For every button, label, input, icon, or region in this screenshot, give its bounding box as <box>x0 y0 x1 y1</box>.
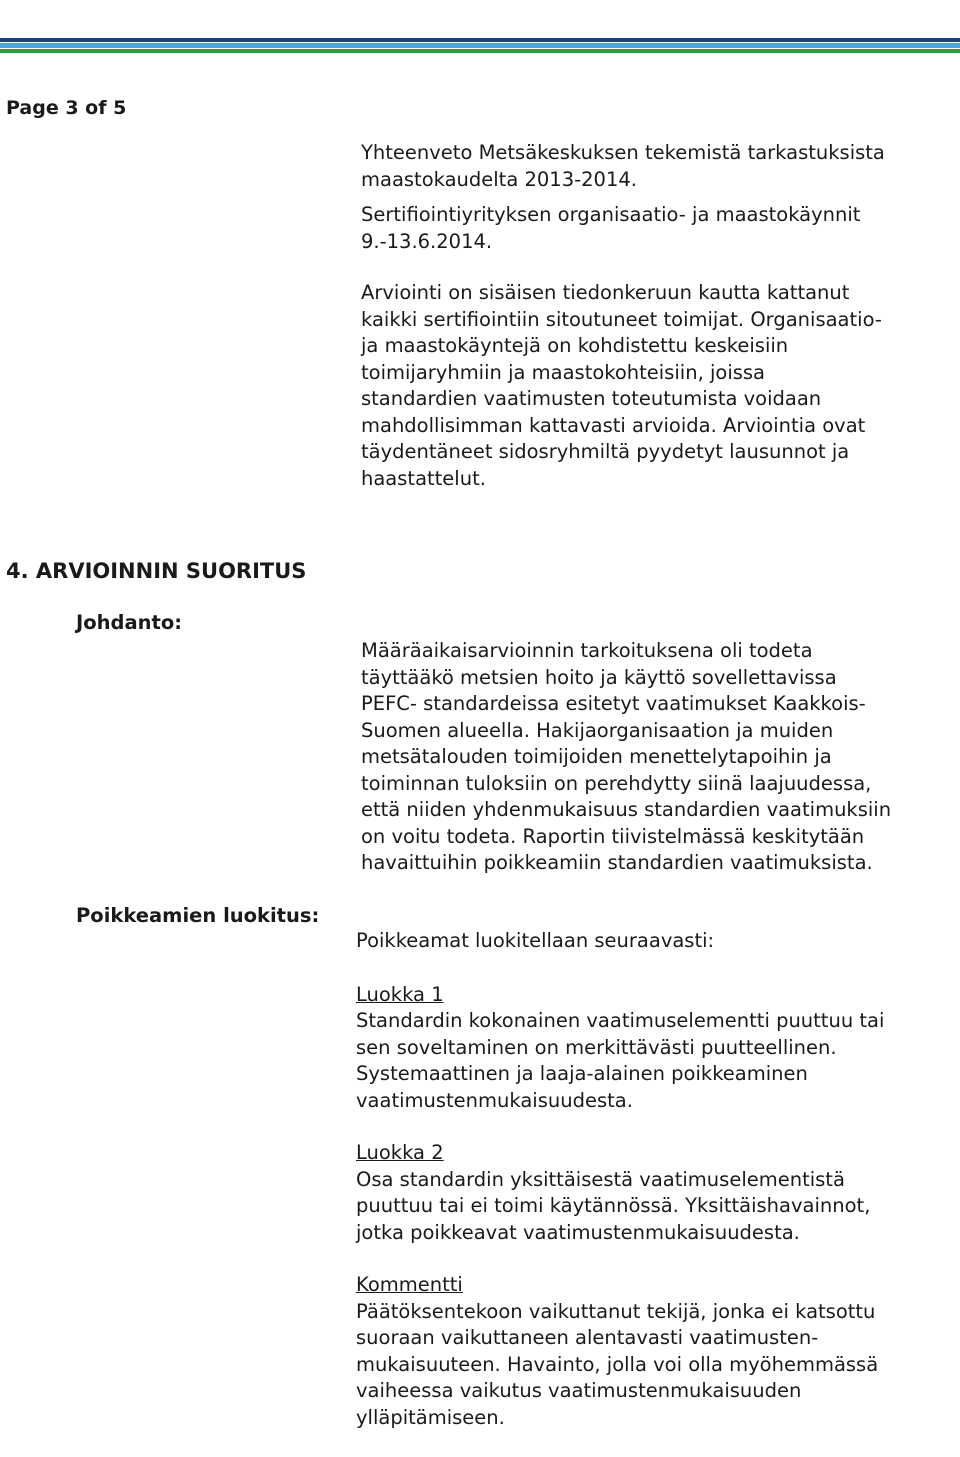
text-line: maastokaudelta 2013-2014. <box>361 167 637 191</box>
classification-label: Poikkeamien luokitus: <box>76 904 320 927</box>
text-line: täyttääkö metsien hoito ja käyttö sovellettavissa <box>361 665 837 689</box>
text-line: ja maastokäyntejä on kohdistettu keskeisiin <box>361 334 789 357</box>
section-heading: 4. ARVIOINNIN SUORITUS <box>6 559 307 583</box>
text-line: mahdollisimman kattavasti arvioida. Arviointia ovat <box>361 413 866 437</box>
text-line: Arviointi on sisäisen tiedonkeruun kautta kattanut <box>361 281 850 304</box>
classification-intro: Poikkeamat luokitellaan seuraavasti: <box>356 929 715 952</box>
text-line: on voitu todeta. Raportin tiivistelmässä keskitytään <box>361 824 865 848</box>
text-line: Systemaattinen ja laaja-alainen poikkeaminen <box>356 1062 808 1085</box>
text-line: puuttuu tai ei toimi käytännössä. Yksittäishavainnot, <box>356 1194 871 1217</box>
classification-block <box>356 928 884 1457</box>
text-line: Sertifiointiyrityksen organisaatio- ja maastokäynnit <box>361 203 861 226</box>
text-line: toimijaryhmiin ja maastokohteisiin, joissa <box>361 360 766 384</box>
text-line: Määräaikaisarvioinnin tarkoituksena oli todeta <box>361 639 813 662</box>
summary-paragraph-3 <box>361 280 885 492</box>
text-line: haastattelut. <box>361 466 486 490</box>
text-line: havaittuihin poikkeamiin standardien vaatimuksista. <box>361 851 873 874</box>
text-line: Osa standardin yksittäisestä vaatimuselementistä <box>356 1167 845 1191</box>
text-line: vaatimustenmukaisuudesta. <box>356 1088 633 1112</box>
text-line: 9.-13.6.2014. <box>361 229 493 253</box>
class-item-comment <box>356 1272 884 1431</box>
text-line: suoraan vaikuttaneen alentavasti vaatimusten- <box>356 1326 819 1349</box>
summary-paragraph-2 <box>361 202 885 255</box>
header-stripe-lightblue <box>0 43 960 48</box>
text-line: PEFC- standardeissa esitetyt vaatimukset Kaakkois- <box>361 692 866 715</box>
text-line: Suomen alueella. Hakijaorganisaation ja muiden <box>361 718 834 742</box>
class-title: Luokka 1 <box>356 982 444 1006</box>
text-line: sen soveltaminen on merkittävästi puutteellinen. <box>356 1035 837 1059</box>
text-line: metsätalouden toimijoiden menettelytapoihin ja <box>361 745 832 768</box>
header-stripe-green <box>0 49 960 53</box>
text-line: standardien vaatimusten toteutumista voidaan <box>361 387 822 410</box>
class-item-1 <box>356 982 884 1115</box>
text-line: ylläpitämiseen. <box>356 1405 505 1429</box>
summary-block <box>361 140 885 492</box>
text-line: täydentäneet sidosryhmiltä pyydetyt lausunnot ja <box>361 440 850 463</box>
summary-paragraph-1 <box>361 140 885 193</box>
text-line: Standardin kokonainen vaatimuselementti puuttuu tai <box>356 1009 885 1032</box>
text-line: mukaisuuteen. Havainto, jolla voi olla myöhemmässä <box>356 1352 879 1376</box>
text-line: Yhteenveto Metsäkeskuksen tekemistä tarkastuksista <box>361 141 885 164</box>
text-line: vaiheessa vaikutus vaatimustenmukaisuuden <box>356 1379 802 1402</box>
class-title: Kommentti <box>356 1273 463 1296</box>
text-line: Päätöksentekoon vaikuttanut tekijä, jonka ei katsottu <box>356 1299 876 1323</box>
text-line: kaikki sertifiointiin sitoutuneet toimijat. Organisaatio- <box>361 307 882 331</box>
page-number: Page 3 of 5 <box>6 97 127 119</box>
intro-paragraph <box>361 638 891 877</box>
intro-label: Johdanto: <box>76 611 183 634</box>
text-line: jotka poikkeavat vaatimustenmukaisuudesta. <box>356 1220 800 1244</box>
class-item-2 <box>356 1140 884 1246</box>
text-line: että niiden yhdenmukaisuus standardien vaatimuksiin <box>361 798 892 821</box>
header-stripe-blue <box>0 38 960 42</box>
text-line: toiminnan tuloksiin on perehdytty siinä laajuudessa, <box>361 771 872 795</box>
class-title: Luokka 2 <box>356 1141 444 1164</box>
